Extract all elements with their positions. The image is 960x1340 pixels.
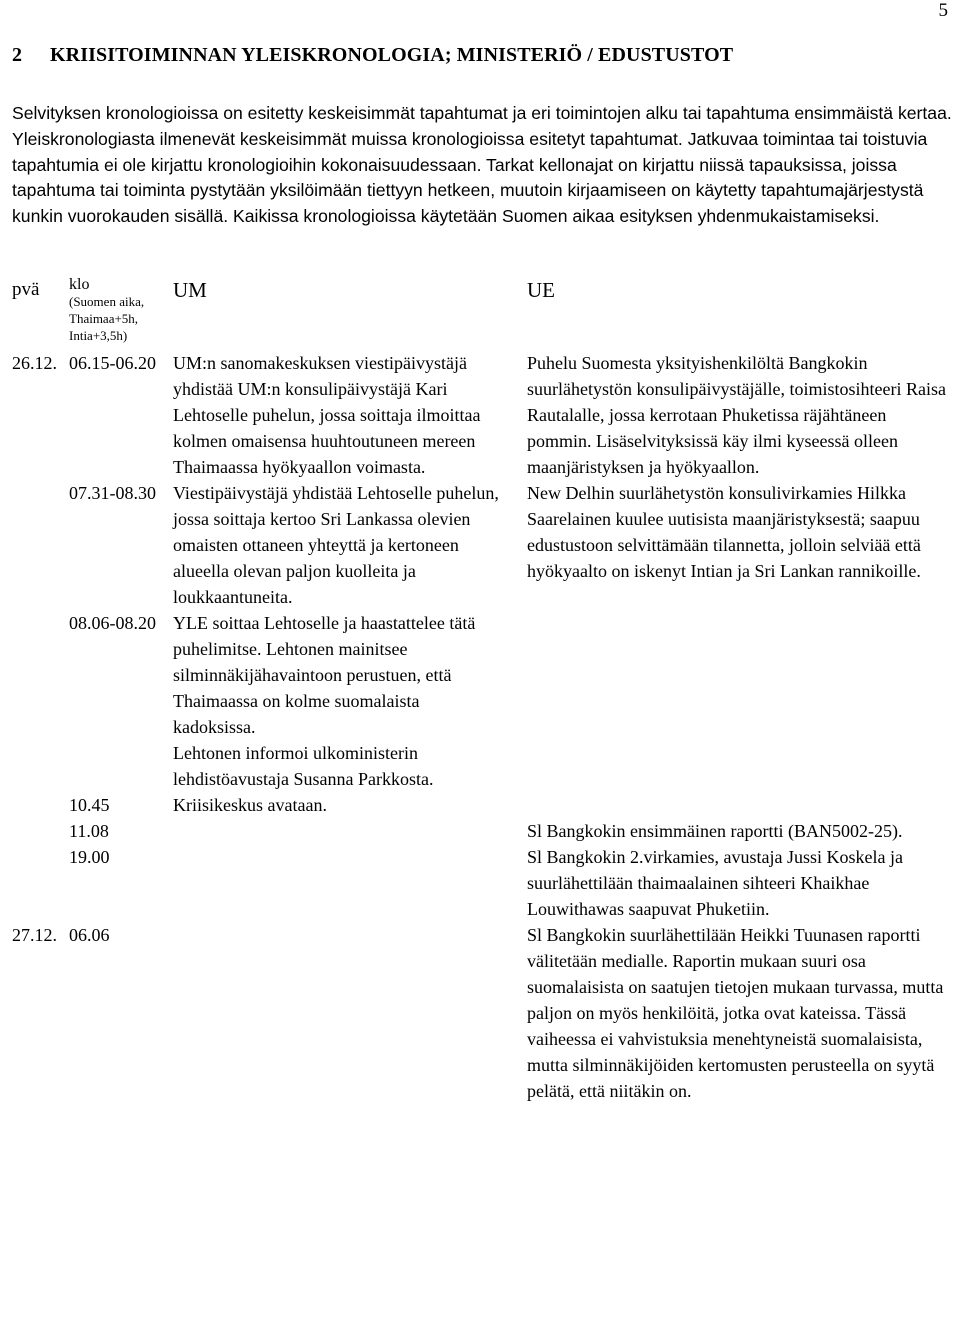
cell-um: Kriisikeskus avataan.	[173, 795, 327, 815]
cell-time: 06.15-06.20	[69, 353, 156, 373]
cell-date	[6, 792, 63, 818]
table-row	[6, 818, 954, 844]
cell-spacer	[507, 480, 521, 610]
page-number: 5	[938, 0, 948, 21]
cell-spacer	[507, 740, 521, 792]
cell-date	[6, 844, 63, 922]
cell-ue	[521, 740, 954, 792]
header-time-note: (Suomen aika, Thaimaa+5h, Intia+3,5h)	[69, 294, 145, 343]
cell-ue: Sl Bangkokin 2.virkamies, avustaja Jussi Koskela ja suurlähettilään thaimaalainen sihteeri Khaikhae Louwithawas saapuvat Phuketiin.	[527, 847, 903, 919]
chronology-table	[6, 277, 954, 1104]
cell-ue: Sl Bangkokin suurlähettilään Heikki Tuunasen raportti välitetään medialle. Raportin mukaan suuri osa suomalaisista on saatujen tietojen mukaan turvassa, mutta paljon on myös henkilöitä, jotka ovat kateissa. Tässä vaiheessa ei vahvistuksia menehtyneistä suomalaisista, mutta silminnäkijöiden kertomusten perusteella on syytä pelätä, että niitäkin on.	[527, 925, 944, 1101]
table-row	[6, 350, 954, 480]
cell-spacer	[507, 610, 521, 740]
cell-date	[6, 610, 63, 740]
cell-ue	[521, 610, 954, 740]
cell-time: 10.45	[69, 795, 110, 815]
table-row	[6, 480, 954, 610]
table-row	[6, 610, 954, 740]
intro-paragraph: Selvityksen kronologioissa on esitetty keskeisimmät tapahtumat ja eri toimintojen alku tai tapahtuma ensimmäistä kertaa. Yleiskronologiasta ilmenevät keskeisimmät muissa kronologioissa esitetyt tapahtumat. Jatkuvaa toimintaa tai toistuvia tapahtumia ei ole kirjattu kronologioihin kokonaisuudessaan. Tarkat kellonajat on kirjattu niissä tapauksissa, joissa tapahtuma tai toiminta pystytään yksilöimään tiettyyn hetkeen, muutoin kirjaamiseen on käytetty tapahtumajärjestystä kunkin vuorokauden sisällä. Kaikissa kronologioissa käytetään Suomen aikaa esityksen yhdenmukaistamiseksi.	[12, 103, 952, 227]
cell-date: 26.12.	[12, 353, 57, 373]
header-date: pvä	[12, 279, 40, 300]
section-number: 2	[12, 44, 23, 66]
cell-date	[6, 740, 63, 792]
cell-time	[63, 740, 167, 792]
table-header-row	[6, 277, 954, 350]
table-row	[6, 844, 954, 922]
cell-date	[6, 818, 63, 844]
header-time-label: klo	[69, 276, 90, 293]
cell-um	[167, 818, 507, 844]
table-row	[6, 740, 954, 792]
cell-time: 19.00	[69, 847, 110, 867]
cell-date: 27.12.	[12, 925, 57, 945]
cell-spacer	[507, 350, 521, 480]
section-heading	[12, 44, 733, 67]
cell-um	[167, 844, 507, 922]
cell-ue	[521, 792, 954, 818]
cell-time: 11.08	[69, 821, 109, 841]
cell-ue: Puhelu Suomesta yksityishenkilöltä Bangkokin suurlähetystön konsulipäivystäjälle, toimistosihteeri Raisa Rautalalle, jossa kerrotaan Phuketissa räjähtäneen pommin. Lisäselvityksissä käy ilmi kyseessä olleen maanjäristyksen ja hyökyaallon.	[527, 353, 946, 477]
cell-spacer	[507, 792, 521, 818]
cell-ue: Sl Bangkokin ensimmäinen raportti (BAN5002-25).	[527, 821, 903, 841]
header-spacer	[507, 277, 521, 350]
cell-um: UM:n sanomakeskuksen viestipäivystäjä yhdistää UM:n konsulipäivystäjä Kari Lehtoselle puhelun, jossa soittaja ilmoittaa kolmen omaisensa huuhtoutuneen mereen Thaimaassa hyökyaallon voimasta.	[173, 353, 481, 477]
header-ue: UE	[527, 278, 555, 302]
cell-um: Viestipäivystäjä yhdistää Lehtoselle puhelun, jossa soittaja kertoo Sri Lankassa olevien omaisten ottaneen yhteyttä ja kertoneen alueella olevan paljon kuolleita ja loukkaantuneita.	[173, 483, 499, 607]
cell-time: 07.31-08.30	[69, 483, 156, 503]
header-time	[63, 277, 167, 350]
cell-um	[167, 922, 507, 1104]
header-um: UM	[173, 278, 207, 302]
table-row	[6, 792, 954, 818]
cell-time: 06.06	[69, 925, 110, 945]
cell-um: YLE soittaa Lehtoselle ja haastattelee tätä puhelimitse. Lehtonen mainitsee silminnäkijähavaintoon perustuen, että Thaimaassa on kolme suomalaista kadoksissa.	[173, 613, 476, 737]
section-title: KRIISITOIMINNAN YLEISKRONOLOGIA; MINISTERIÖ / EDUSTUSTOT	[50, 44, 734, 66]
cell-spacer	[507, 844, 521, 922]
cell-spacer	[507, 922, 521, 1104]
cell-date	[6, 480, 63, 610]
table-row	[6, 922, 954, 1104]
cell-time: 08.06-08.20	[69, 613, 156, 633]
cell-ue: New Delhin suurlähetystön konsulivirkamies Hilkka Saarelainen kuulee uutisista maanjäristyksestä; saapuu edustustoon selvittämään tilannetta, jolloin selviää että hyökyaalto on iskenyt Intian ja Sri Lankan rannikoille.	[527, 483, 921, 581]
cell-spacer	[507, 818, 521, 844]
cell-um: Lehtonen informoi ulkoministerin lehdistöavustaja Susanna Parkkosta.	[173, 743, 434, 789]
